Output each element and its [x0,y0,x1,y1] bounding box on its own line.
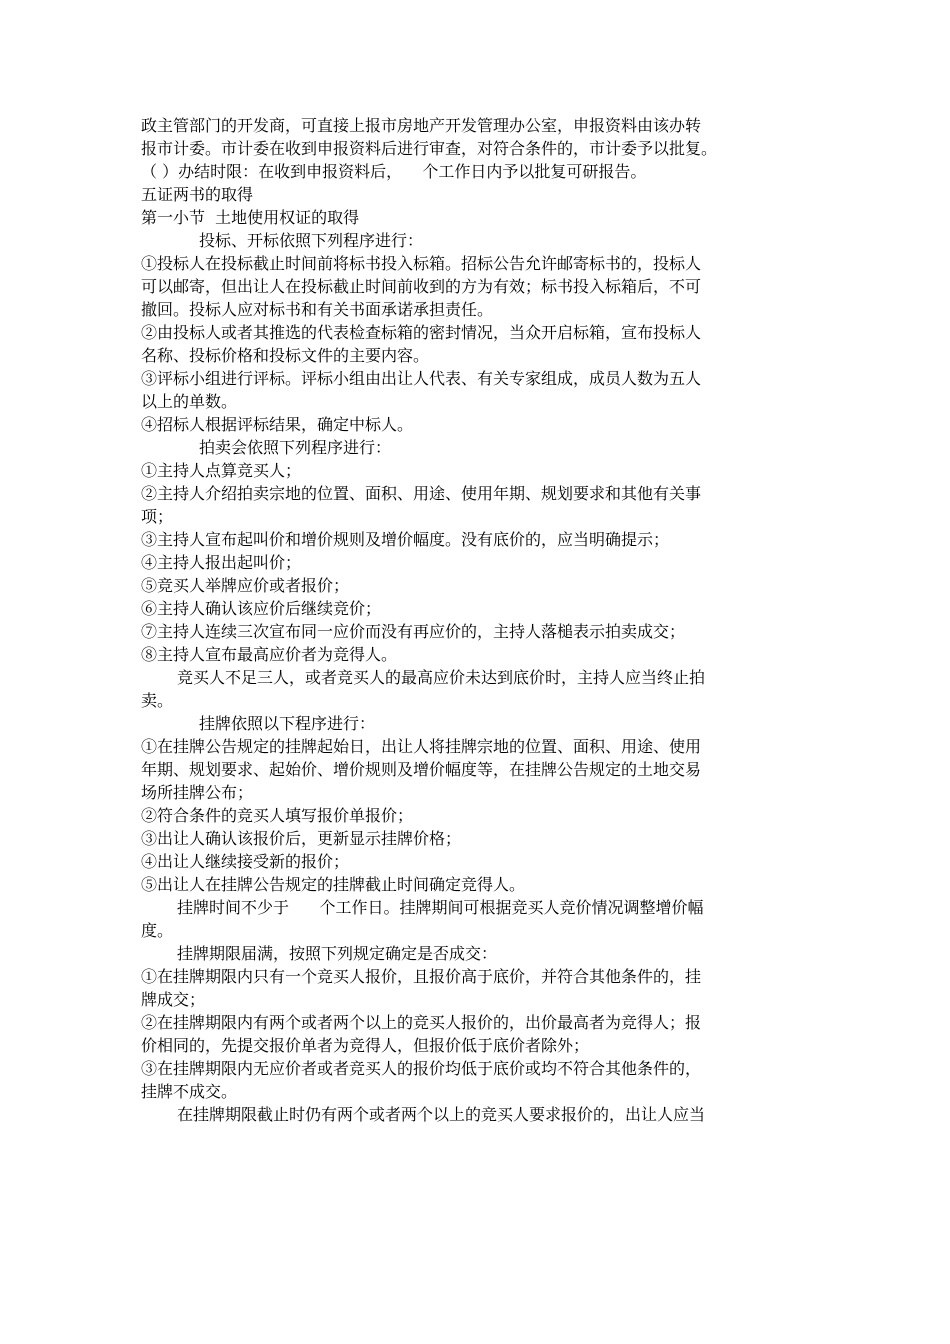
text-line: ⑧主持人宣布最高应价者为竞得人。 [141,645,398,664]
text-line: 挂牌不成交。 [141,1082,238,1101]
text-line: 名称、投标价格和投标文件的主要内容。 [141,346,430,365]
text-line: ⑤竞买人举牌应价或者报价； [141,576,350,595]
text-line: ③评标小组进行评标。评标小组由出让人代表、有关专家组成，成员人数为五人 [141,369,702,388]
text-line: 牌成交； [141,990,206,1009]
text-line: （ ）办结时限：在收到申报资料后， 个工作日内予以批复可研报告。 [141,162,647,181]
text-line: 撤回。投标人应对标书和有关书面承诺承担责任。 [141,300,494,319]
text-line: ②主持人介绍拍卖宗地的位置、面积、用途、使用年期、规划要求和其他有关事 [141,484,702,503]
text-line: ④主持人报出起叫价； [141,553,302,572]
text-line: ②在挂牌期限内有两个或者两个以上的竞买人报价的，出价最高者为竞得人；报 [141,1013,702,1032]
text-line: 投标、开标依照下列程序进行： [199,231,424,250]
text-line: 报市计委。市计委在收到申报资料后进行审查，对符合条件的，市计委予以批复。 [141,139,718,158]
text-line: ②符合条件的竞买人填写报价单报价； [141,806,414,825]
text-line: 价相同的，先提交报价单者为竞得人，但报价低于底价者除外； [141,1036,590,1055]
text-line: ②由投标人或者其推选的代表检查标箱的密封情况，当众开启标箱，宣布投标人 [141,323,702,342]
text-line: 以上的单数。 [141,392,238,411]
text-line: 政主管部门的开发商，可直接上报市房地产开发管理办公室，申报资料由该办转 [141,116,702,135]
text-line: 挂牌期限届满，按照下列规定确定是否成交： [177,944,498,963]
text-line: ⑤出让人在挂牌公告规定的挂牌截止时间确定竞得人。 [141,875,526,894]
text-line: 年期、规划要求、起始价、增价规则及增价幅度等，在挂牌公告规定的土地交易 [141,760,702,779]
text-line: 卖。 [141,691,174,710]
text-line: 挂牌时间不少于 个工作日。挂牌期间可根据竞买人竞价情况调整增价幅 [177,898,704,917]
text-line: 项； [141,507,174,526]
text-line: 可以邮寄，但出让人在投标截止时间前收到的方为有效；标书投入标箱后，不可 [141,277,702,296]
text-line: 拍卖会依照下列程序进行： [199,438,392,457]
text-line: ③出让人确认该报价后，更新显示挂牌价格； [141,829,462,848]
text-line: ④出让人继续接受新的报价； [141,852,350,871]
text-line: 在挂牌期限截止时仍有两个或者两个以上的竞买人要求报价的，出让人应当 [177,1105,706,1124]
text-line: ⑦主持人连续三次宣布同一应价而没有再应价的，主持人落槌表示拍卖成交； [141,622,686,641]
text-line: ③主持人宣布起叫价和增价规则及增价幅度。没有底价的，应当明确提示； [141,530,670,549]
text-line: 挂牌依照以下程序进行： [199,714,376,733]
text-line: ⑥主持人确认该应价后继续竞价； [141,599,382,618]
text-line: ③在挂牌期限内无应价者或者竞买人的报价均低于底价或均不符合其他条件的， [141,1059,702,1078]
text-line: 度。 [141,921,174,940]
text-line: ①投标人在投标截止时间前将标书投入标箱。招标公告允许邮寄标书的，投标人 [141,254,702,273]
text-line: ①主持人点算竞买人； [141,461,302,480]
text-line: ④招标人根据评标结果，确定中标人。 [141,415,414,434]
text-line: 场所挂牌公布； [141,783,254,802]
text-line: 竞买人不足三人，或者竞买人的最高应价未达到底价时，主持人应当终止拍 [177,668,706,687]
text-line: ①在挂牌期限内只有一个竞买人报价，且报价高于底价，并符合其他条件的，挂 [141,967,702,986]
document-page [141,114,813,1126]
text-line: 第一小节 土地使用权证的取得 [141,208,360,227]
text-line: 五证两书的取得 [141,185,254,204]
text-line: ①在挂牌公告规定的挂牌起始日，出让人将挂牌宗地的位置、面积、用途、使用 [141,737,702,756]
